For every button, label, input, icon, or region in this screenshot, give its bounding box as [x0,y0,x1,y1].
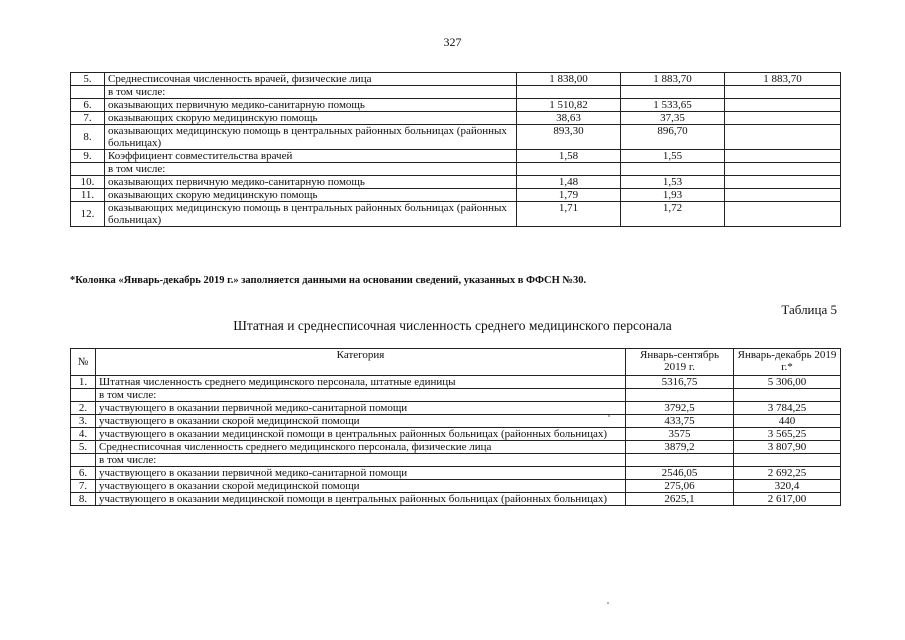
table-row [71,176,841,189]
row-number: 5. [71,441,96,454]
row-value-1: 2625,1 [626,493,734,506]
row-value-3 [725,150,841,163]
row-number: 9. [71,150,105,163]
nurses-table [70,348,841,506]
row-value-1: 1,48 [517,176,621,189]
row-label: оказывающих первичную медико-санитарную помощь [105,176,517,189]
row-value-2 [621,163,725,176]
row-number: 4. [71,428,96,441]
table-row [71,376,841,389]
row-value-1 [517,86,621,99]
row-value-1 [626,389,734,402]
table-row [71,415,841,428]
row-number: 7. [71,480,96,493]
row-label: в том числе: [96,454,626,467]
row-number: 6. [71,99,105,112]
row-value-2 [734,454,841,467]
row-value-2: 1,55 [621,150,725,163]
row-number: 10. [71,176,105,189]
row-number [71,163,105,176]
header-col1: Январь-сентябрь 2019 г. [626,349,734,376]
row-value-1: 1,58 [517,150,621,163]
doctors-table [70,72,841,227]
row-value-2: 3 807,90 [734,441,841,454]
table-row [71,125,841,150]
table-row [71,480,841,493]
row-value-1: 2546,05 [626,467,734,480]
page-number: 327 [443,35,462,49]
table-row [71,428,841,441]
scan-speck [607,602,609,604]
row-value-3 [725,176,841,189]
row-label: в том числе: [105,163,517,176]
row-value-1: 3792,5 [626,402,734,415]
row-value-1 [626,454,734,467]
row-value-1: 1,79 [517,189,621,202]
row-value-2: 440 [734,415,841,428]
table-row [71,86,841,99]
row-value-2: 320,4 [734,480,841,493]
row-number [71,389,96,402]
row-value-2: 2 617,00 [734,493,841,506]
row-label: участвующего в оказании скорой медицинской помощи [96,480,626,493]
row-value-2: 1,93 [621,189,725,202]
row-value-1: 38,63 [517,112,621,125]
row-number [71,454,96,467]
row-label: в том числе: [96,389,626,402]
row-value-2: 37,35 [621,112,725,125]
row-number: 11. [71,189,105,202]
table-row [71,150,841,163]
row-label: оказывающих скорую медицинскую помощь [105,112,517,125]
table-row [71,112,841,125]
table-row [71,163,841,176]
row-value-1: 1 510,82 [517,99,621,112]
row-label: участвующего в оказании первичной медико-санитарной помощи [96,467,626,480]
row-number: 5. [71,73,105,86]
table-row [71,454,841,467]
row-value-3 [725,99,841,112]
row-label: оказывающих первичную медико-санитарную помощь [105,99,517,112]
row-number: 12. [71,202,105,227]
row-value-2: 3 784,25 [734,402,841,415]
row-number: 7. [71,112,105,125]
doctors-table-body [71,73,841,227]
row-label: участвующего в оказании скорой медицинской помощи [96,415,626,428]
row-value-1 [517,163,621,176]
table-row [71,189,841,202]
row-value-2: 3 565,25 [734,428,841,441]
row-value-2: 1,53 [621,176,725,189]
row-number: 8. [71,493,96,506]
table-row [71,73,841,86]
row-value-3 [725,86,841,99]
row-value-2 [734,389,841,402]
row-value-2: 2 692,25 [734,467,841,480]
row-number: 8. [71,125,105,150]
nurses-table-body [71,349,841,506]
row-number: 1. [71,376,96,389]
row-label: участвующего в оказании первичной медико-санитарной помощи [96,402,626,415]
row-value-3 [725,202,841,227]
row-value-3: 1 883,70 [725,73,841,86]
row-value-3 [725,163,841,176]
row-number [71,86,105,99]
row-value-3 [725,112,841,125]
header-col2: Январь-декабрь 2019 г.* [734,349,841,376]
table-row [71,402,841,415]
row-value-1: 433,75 [626,415,734,428]
row-label: Среднесписочная численность врачей, физические лица [105,73,517,86]
row-value-3 [725,189,841,202]
row-value-3 [725,125,841,150]
row-value-1: 1 838,00 [517,73,621,86]
row-label: Коэффициент совместительства врачей [105,150,517,163]
row-value-1: 275,06 [626,480,734,493]
row-value-2: 1 533,65 [621,99,725,112]
row-number: 6. [71,467,96,480]
row-value-2: 5 306,00 [734,376,841,389]
table-row [71,467,841,480]
table-row [71,441,841,454]
row-value-1: 5316,75 [626,376,734,389]
table-row [71,389,841,402]
row-value-1: 1,71 [517,202,621,227]
row-number: 2. [71,402,96,415]
row-label: оказывающих скорую медицинскую помощь [105,189,517,202]
scan-speck [608,415,610,417]
table5-label: Таблица 5 [781,302,837,317]
row-value-2 [621,86,725,99]
header-category: Категория [96,349,626,376]
table-row [71,99,841,112]
row-label: оказывающих медицинскую помощь в центральных районных больницах (районных больницах) [105,202,517,227]
row-value-2: 896,70 [621,125,725,150]
row-label: Штатная численность среднего медицинского персонала, штатные единицы [96,376,626,389]
row-value-2: 1,72 [621,202,725,227]
table-row [71,493,841,506]
row-label: участвующего в оказании медицинской помощи в центральных районных больницах (районных больницах) [96,428,626,441]
row-value-2: 1 883,70 [621,73,725,86]
row-label: Среднесписочная численность среднего медицинского персонала, физические лица [96,441,626,454]
row-label: оказывающих медицинскую помощь в центральных районных больницах (районных больницах) [105,125,517,150]
row-number: 3. [71,415,96,428]
row-label: в том числе: [105,86,517,99]
table5-title: Штатная и среднесписочная численность среднего медицинского персонала [233,318,672,333]
row-value-1: 3879,2 [626,441,734,454]
row-label: участвующего в оказании медицинской помощи в центральных районных больницах (районных больницах) [96,493,626,506]
table-row [71,202,841,227]
row-value-1: 3575 [626,428,734,441]
header-num: № [71,349,96,376]
nurses-table-header [71,349,841,376]
row-value-1: 893,30 [517,125,621,150]
footnote: *Колонка «Январь-декабрь 2019 г.» заполняется данными на основании сведений, указанных в ФФСН №30. [70,275,587,286]
